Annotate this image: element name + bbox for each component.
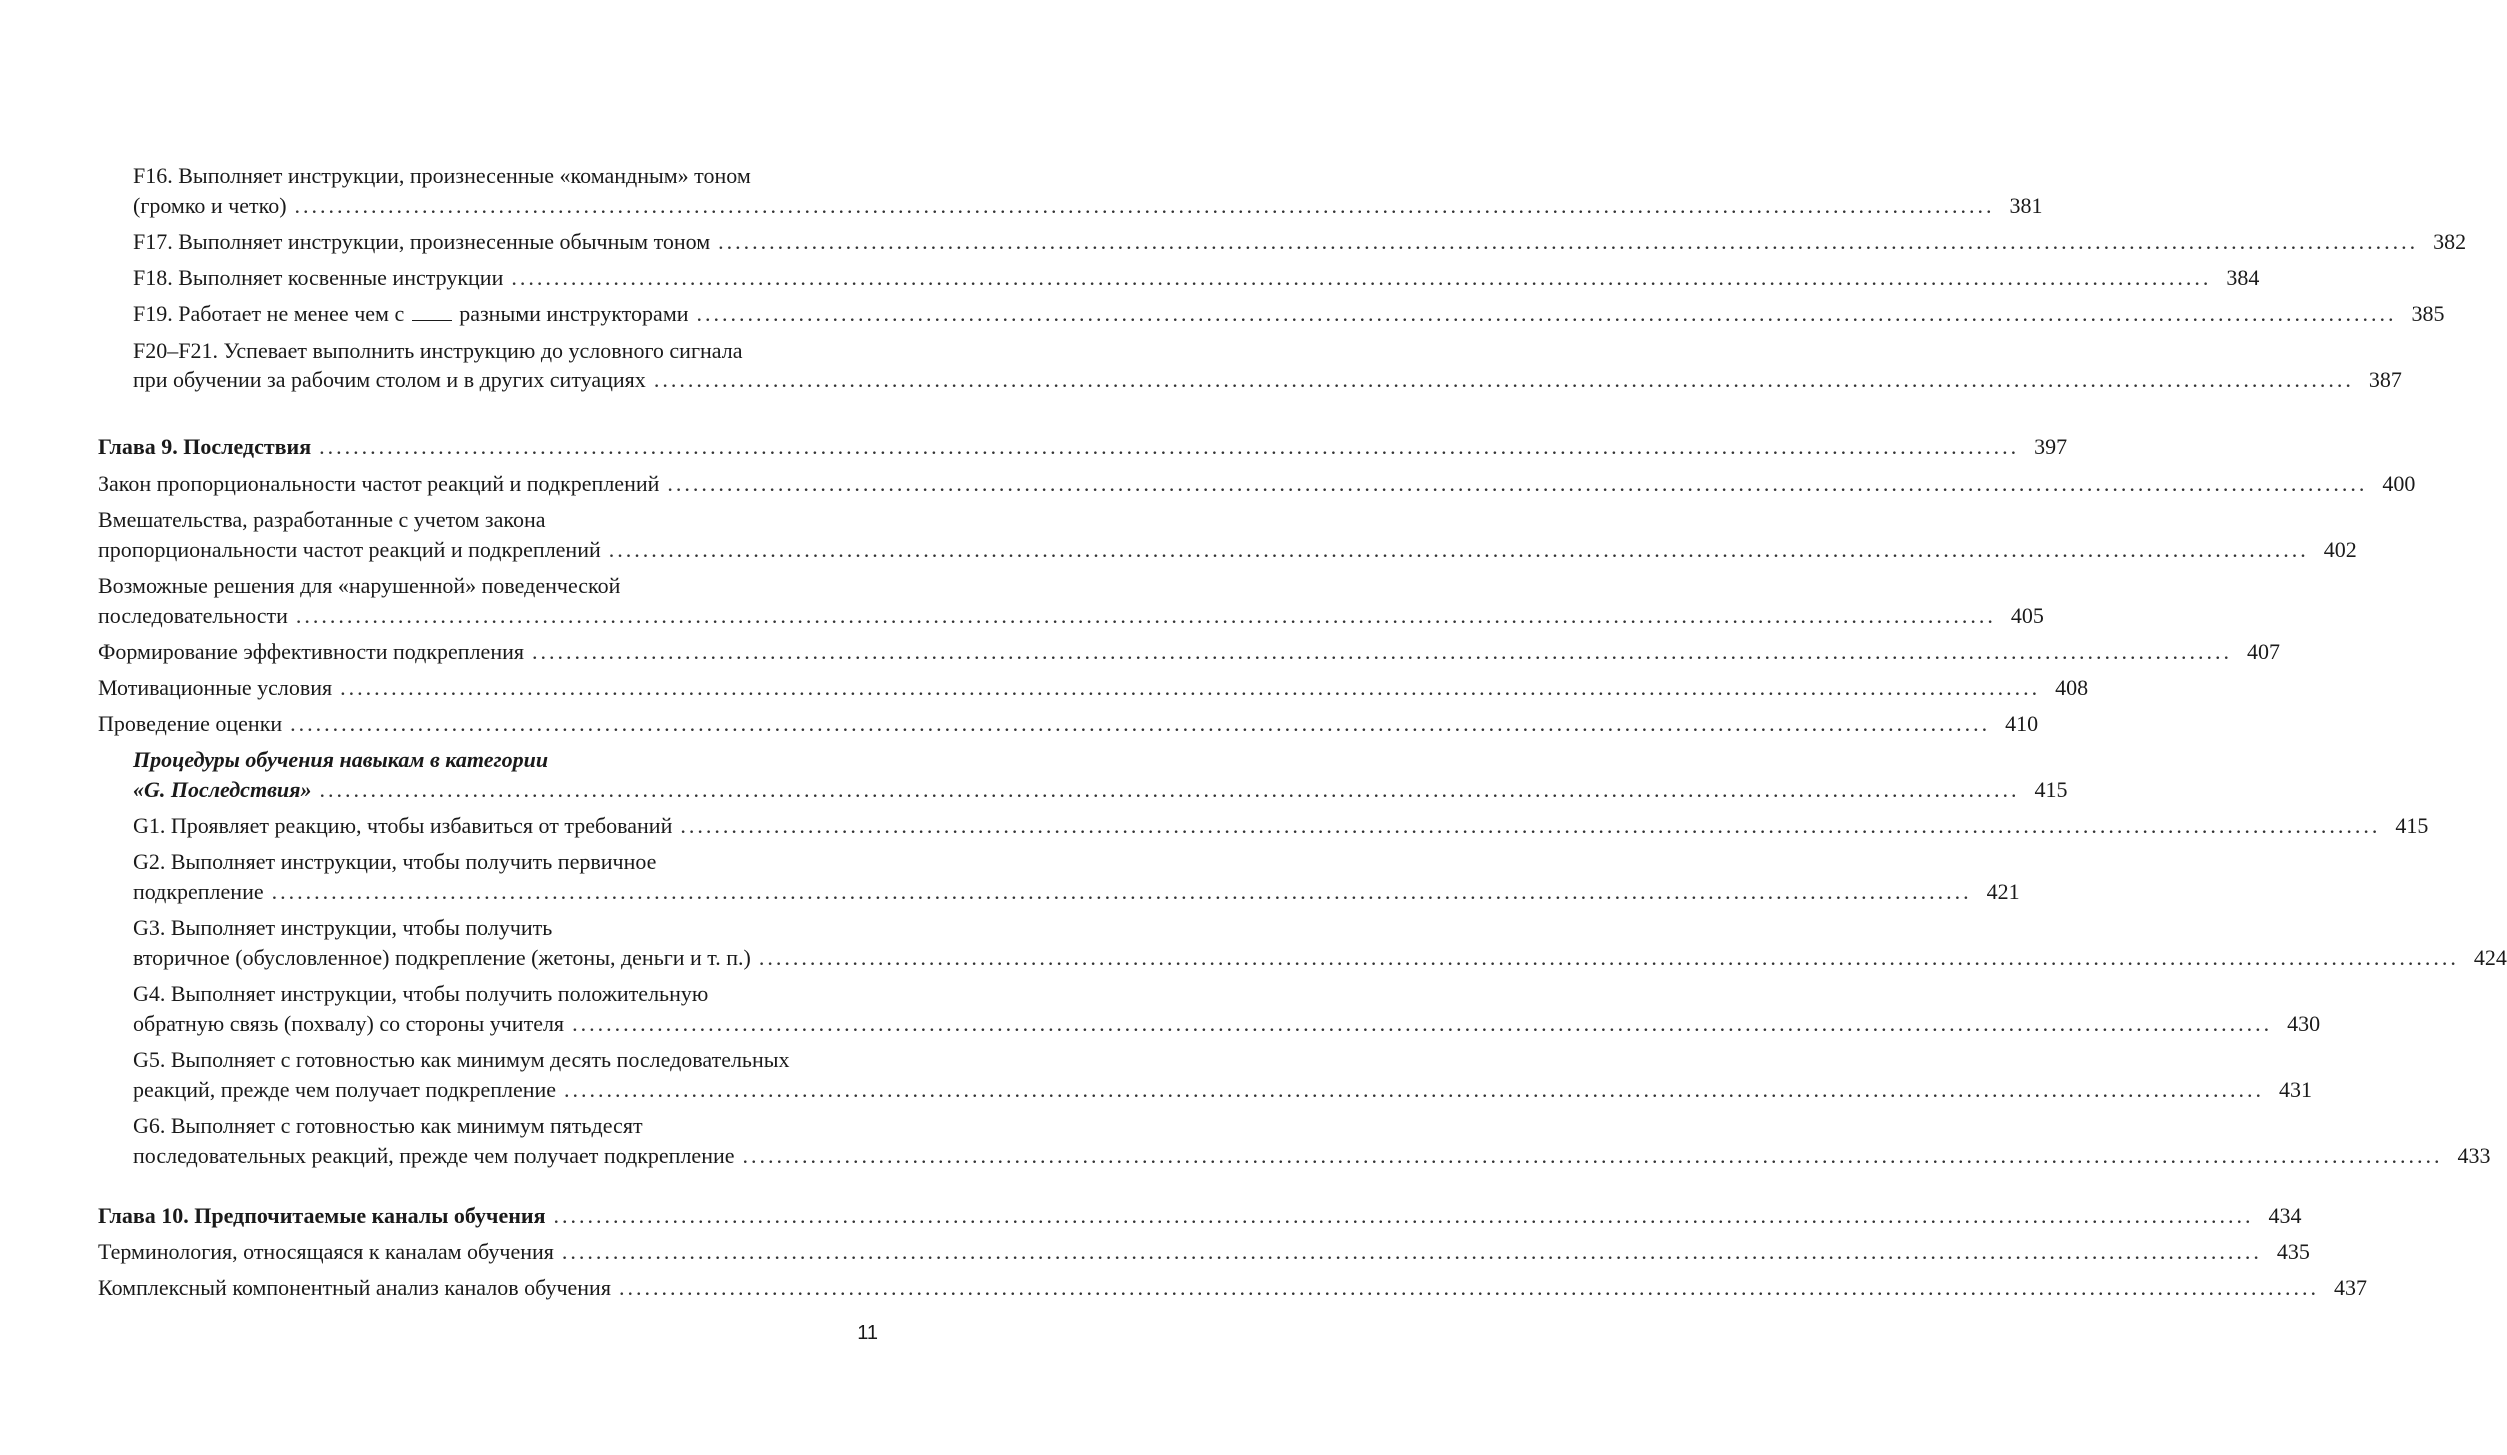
entry-text: (громко и четко) xyxy=(133,193,287,218)
dot-leader: ........................................................................................................................................................................................................ xyxy=(718,229,2419,254)
dot-leader: ........................................................................................................................................................................................................ xyxy=(340,675,2041,700)
entry-text: Закон пропорциональности частот реакций и подкреплений xyxy=(98,471,660,496)
toc-section xyxy=(98,709,2039,739)
entry-text: Возможные решения для «нарушенной» поведенческой xyxy=(98,573,621,598)
entry-text: G3. Выполняет инструкции, чтобы получить xyxy=(133,915,553,940)
entry-text: Формирование эффективности подкрепления xyxy=(98,639,524,664)
page-ref: 381 xyxy=(2009,193,2043,218)
entry-text: вторичное (обусловленное) подкрепление (жетоны, деньги и т. п.) xyxy=(133,945,751,970)
dot-leader: ........................................................................................................................................................................................................ xyxy=(618,1275,2319,1300)
dot-leader: ........................................................................................................................................................................................................ xyxy=(532,639,2232,664)
entry-text: последовательности xyxy=(98,603,288,628)
page-ref: 421 xyxy=(1986,879,2020,904)
page-ref: 407 xyxy=(2247,639,2280,664)
entry-text: G5. Выполняет с готовностью как минимум десять последовательных xyxy=(133,1047,790,1072)
dot-leader: ........................................................................................................................................................................................................ xyxy=(553,1203,2254,1228)
toc-section xyxy=(98,469,2416,499)
dot-leader: ........................................................................................................................................................................................................ xyxy=(290,711,1991,736)
entry-text: при обучении за рабочим столом и в других ситуациях xyxy=(133,367,646,392)
page-ref: 415 xyxy=(2034,777,2068,802)
page-ref: 387 xyxy=(2368,367,2402,392)
page-number: 11 xyxy=(857,1322,878,1344)
page-ref: 382 xyxy=(2433,229,2467,254)
fill-in-blank xyxy=(412,302,452,321)
dot-leader: ........................................................................................................................................................................................................ xyxy=(696,301,2397,326)
page-ref: 434 xyxy=(2268,1203,2302,1228)
page-ref: 431 xyxy=(2279,1077,2313,1102)
chapter-title: Глава 10. Предпочитаемые каналы обучения xyxy=(98,1203,546,1228)
entry-text: G4. Выполняет инструкции, чтобы получить положительную xyxy=(133,981,709,1006)
toc-section xyxy=(98,1273,2367,1303)
dot-leader: ........................................................................................................................................................................................................ xyxy=(561,1239,2262,1264)
toc-entry-g1 xyxy=(133,811,2429,841)
dot-leader: ........................................................................................................................................................................................................ xyxy=(653,367,2354,392)
toc-entry-f18 xyxy=(133,263,2260,293)
entry-text: F16. Выполняет инструкции, произнесенные «командным» тоном xyxy=(133,163,751,188)
toc-entry-f19 xyxy=(133,299,2445,329)
page-ref: 408 xyxy=(2055,675,2089,700)
entry-text: разными инструкторами xyxy=(459,301,689,326)
toc-chapter-10 xyxy=(98,1201,2302,1231)
page-ref: 397 xyxy=(2034,434,2068,459)
dot-leader: ........................................................................................................................................................................................................ xyxy=(295,603,1996,628)
entry-text: Мотивационные условия xyxy=(98,675,333,700)
entry-text: пропорциональности частот реакций и подкреплений xyxy=(98,537,601,562)
dot-leader: ........................................................................................................................................................................................................ xyxy=(319,434,2020,459)
entry-text: «G. Последствия» xyxy=(133,777,312,802)
entry-text: G1. Проявляет реакцию, чтобы избавиться от требований xyxy=(133,813,673,838)
dot-leader: ........................................................................................................................................................................................................ xyxy=(742,1143,2443,1168)
entry-text: G2. Выполняет инструкции, чтобы получить первичное xyxy=(133,849,657,874)
dot-leader: ........................................................................................................................................................................................................ xyxy=(294,193,1995,218)
entry-text: F18. Выполняет косвенные инструкции xyxy=(133,265,504,290)
page-ref: 410 xyxy=(2005,711,2039,736)
toc-section xyxy=(98,673,2089,703)
toc-entry-f17 xyxy=(133,227,2467,257)
page-ref: 424 xyxy=(2473,945,2507,970)
page-ref: 384 xyxy=(2226,265,2260,290)
page-ref: 430 xyxy=(2287,1011,2321,1036)
dot-leader: ........................................................................................................................................................................................................ xyxy=(319,777,2020,802)
entry-text: реакций, прежде чем получает подкрепление xyxy=(133,1077,557,1102)
entry-text: Проведение оценки xyxy=(98,711,283,736)
dot-leader: ........................................................................................................................................................................................................ xyxy=(511,265,2212,290)
entry-text: Вмешательства, разработанные с учетом закона xyxy=(98,507,546,532)
entry-text: Комплексный компонентный анализ каналов обучения xyxy=(98,1275,611,1300)
chapter-title: Глава 9. Последствия xyxy=(98,434,312,459)
dot-leader: ........................................................................................................................................................................................................ xyxy=(680,813,2381,838)
dot-leader: ........................................................................................................................................................................................................ xyxy=(758,945,2459,970)
entry-text: F20–F21. Успевает выполнить инструкцию до условного сигнала xyxy=(133,338,743,363)
page-ref: 400 xyxy=(2382,471,2416,496)
page-ref: 433 xyxy=(2457,1143,2491,1168)
dot-leader: ........................................................................................................................................................................................................ xyxy=(271,879,1972,904)
dot-leader: ........................................................................................................................................................................................................ xyxy=(667,471,2368,496)
page-ref: 402 xyxy=(2323,537,2357,562)
dot-leader: ........................................................................................................................................................................................................ xyxy=(572,1011,2273,1036)
entry-text: F17. Выполняет инструкции, произнесенные обычным тоном xyxy=(133,229,711,254)
entry-text: последовательных реакций, прежде чем получает подкрепление xyxy=(133,1143,735,1168)
page-ref: 405 xyxy=(2010,603,2044,628)
toc-section xyxy=(98,1237,2310,1267)
entry-text: Терминология, относящаяся к каналам обучения xyxy=(98,1239,554,1264)
page-ref: 437 xyxy=(2333,1275,2367,1300)
page-ref: 385 xyxy=(2411,301,2445,326)
entry-text: подкрепление xyxy=(133,879,264,904)
toc-chapter-9 xyxy=(98,432,2068,462)
toc-section xyxy=(98,637,2280,667)
dot-leader: ........................................................................................................................................................................................................ xyxy=(564,1077,2265,1102)
page-ref: 415 xyxy=(2395,813,2429,838)
dot-leader: ........................................................................................................................................................................................................ xyxy=(608,537,2309,562)
entry-text: обратную связь (похвалу) со стороны учителя xyxy=(133,1011,565,1036)
entry-text: F19. Работает не менее чем с xyxy=(133,301,405,326)
entry-text: G6. Выполняет с готовностью как минимум пятьдесят xyxy=(133,1113,643,1138)
entry-text: Процедуры обучения навыкам в категории xyxy=(133,747,549,772)
page-ref: 435 xyxy=(2276,1239,2310,1264)
